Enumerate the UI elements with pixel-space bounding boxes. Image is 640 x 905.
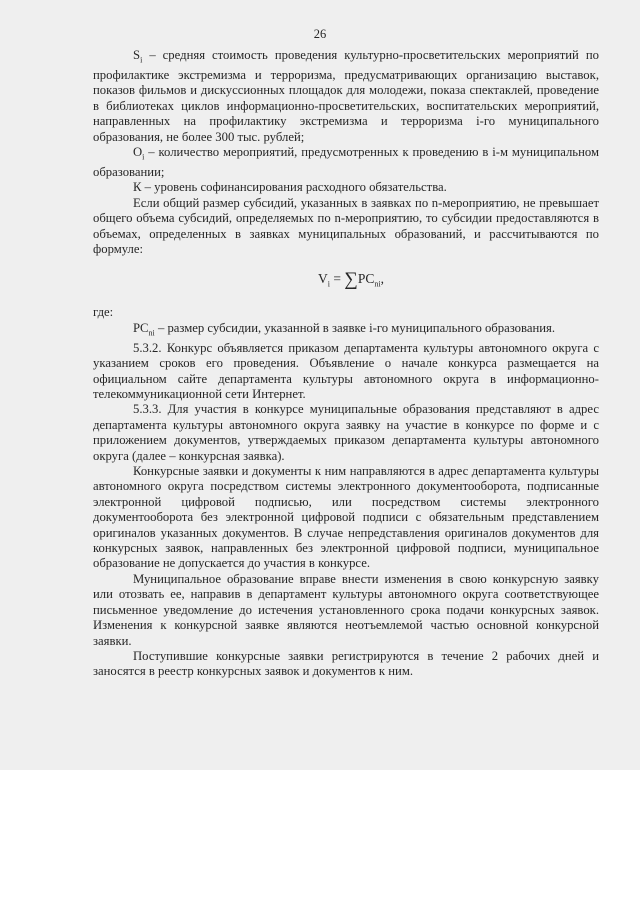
s-definition-text: – средняя стоимость проведения культурно-просветительских мероприятий по профилактике экстремизма и терроризма, предусматривающих организацию выставок, показов фильмов и дискуссионных площадок для молодежи, показа спектаклей, проведение в библиотеках циклов информационно-просветительских, воспитательских мероприятий, направленных на профилактику экстремизма и терроризма i-го муниципального образования, не более 300 тыс. рублей; [93, 48, 599, 144]
paragraph-submission: Конкурсные заявки и документы к ним направляются в адрес департамента культуры автономного округа посредством системы электронного документооборота, подписанные электронной цифровой подписью, или посредством системы электронного документооборота без электронной цифровой подписи с обязательным представлением оригиналов указанных документов. В случае непредставления оригиналов документов для конкурсных заявок, направленных без электронной цифровой подписи, муниципальное образование не допускается до участия в конкурсе. [93, 464, 599, 571]
pc-definition-text: – размер субсидии, указанной в заявке i-го муниципального образования. [154, 320, 556, 335]
formula-rhs: PC [357, 271, 375, 287]
paragraph-pc-definition [93, 321, 599, 341]
paragraph-k-definition: К – уровень софинансирования расходного обязательства. [133, 180, 447, 195]
symbol-o: O [133, 144, 143, 159]
symbol-s-subscript: i [140, 55, 143, 65]
formula [93, 271, 599, 292]
formula-equals: = [329, 271, 345, 287]
page-number: 26 [313, 27, 327, 41]
paragraph-subsidy-rule: Если общий размер субсидий, указанных в заявках по n-мероприятию, не превышает общего объема субсидий, определяемых по n-мероприятию, то субсидии предоставляются в объемах, определенных в заявках муниципальных образований, и рассчитываются по формуле: [93, 195, 599, 256]
symbol-s: S [133, 48, 141, 62]
paragraph-registration: Поступившие конкурсные заявки регистрируются в течение 2 рабочих дней и заносятся в реестр конкурсных заявок и документов к ним. [93, 648, 599, 679]
paragraph-s-definition [93, 48, 599, 145]
symbol-pc: PC [133, 320, 149, 335]
document-body [93, 48, 599, 680]
o-definition-text: – количество мероприятий, предусмотренных к проведению в i-м муниципальном образовании; [93, 144, 599, 179]
formula-rhs-subscript: ni [374, 280, 381, 290]
paragraph-5-3-2: 5.3.2. Конкурс объявляется приказом департамента культуры автономного округа с указанием сроков его проведения. Объявление о начале конкурса размещается на официальном сайте департамента культуры автономного округа в информационно-телекоммуникационной сети Интернет. [93, 340, 599, 401]
where-label: где: [93, 305, 114, 320]
symbol-o-subscript: i [142, 152, 145, 162]
sum-symbol: ∑ [344, 269, 358, 291]
formula-lhs: V [317, 271, 328, 287]
symbol-pc-subscript: ni [148, 328, 155, 338]
formula-tail: , [380, 271, 385, 287]
paragraph-o-definition [93, 145, 599, 180]
paragraph-changes: Муниципальное образование вправе внести изменения в свою конкурсную заявку или отозвать ее, направив в департамент культуры автономного округа соответствующее письменное уведомление до истечения установленного срока подачи конкурсных заявок. Изменения к конкурсной заявке являются неотъемлемой частью основной конкурсной заявки. [93, 571, 599, 648]
formula-lhs-subscript: i [327, 280, 330, 290]
paragraph-5-3-3: 5.3.3. Для участия в конкурсе муниципальные образования представляют в адрес департамента культуры автономного округа заявку на участие в конкурсе по форме и с приложением документов, утверждаемых приказом департамента культуры автономного округа (далее – конкурсная заявка). [93, 402, 599, 463]
